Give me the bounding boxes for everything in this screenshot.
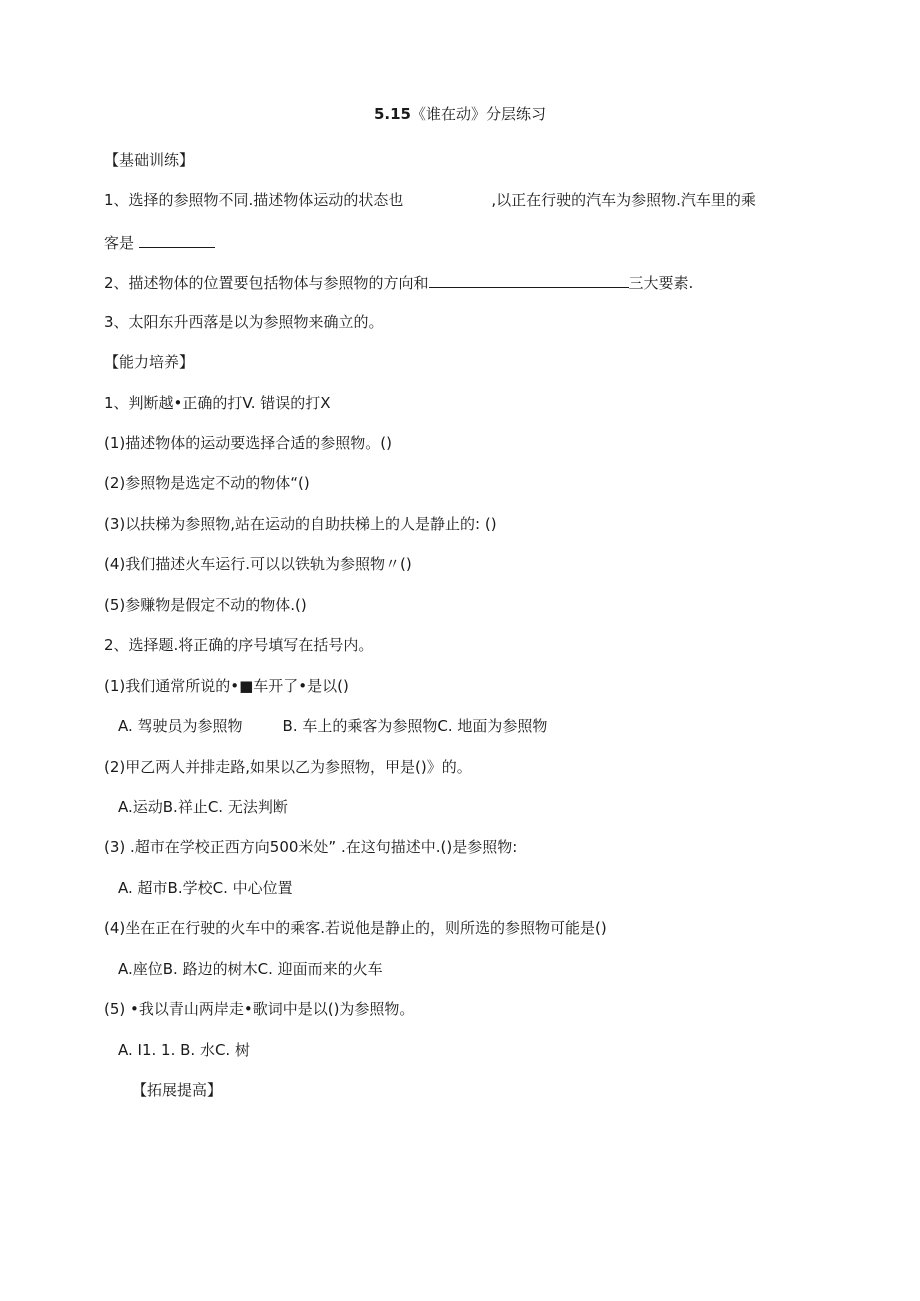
choice-q1-options [118,716,547,736]
judge-item-5: (5)参赚物是假定不动的物体.() [104,596,307,614]
judge-item-3: (3)以扶梯为参照物,站在运动的自助扶梯上的人是静止的: () [104,515,497,533]
choice-intro: 2、选择题.将正确的序号填写在括号内。 [104,636,374,654]
basic-question-1-cont [104,231,215,253]
choice-q1: (1)我们通常所说的•■车开了•是以() [104,677,349,695]
q1-text-part2: ,以正在行驶的汽车为参照物.汽车里的乘 [491,191,756,209]
basic-question-3: 3、太阳东升西落是以为参照物来确立的。 [104,313,384,331]
choice-q1-option-a: A. 驾驶员为参照物 [118,717,243,735]
page-title [0,104,920,124]
title-text: 《谁在动》分层练习 [411,105,547,123]
section-basic-heading: 【基础训练】 [104,151,195,169]
q1-text-part3: 客是 [104,234,135,252]
judge-intro: 1、判断越•正确的打V. 错误的打X [104,394,331,412]
choice-q3-options: A. 超市B.学校C. 中心位置 [118,879,293,897]
choice-q1-option-bc: B. 车上的乘客为参照物C. 地面为参照物 [282,717,548,735]
q1-text-part1: 1、选择的参照物不同.描述物体运动的状态也 [104,191,404,209]
section-extend-heading: 【拓展提高】 [132,1081,223,1099]
basic-question-1 [104,190,756,210]
choice-q2-options: A.运动B.祥止C. 无法判断 [118,798,288,816]
q1-answer-blank[interactable] [139,231,215,248]
q2-text-part1: 2、描述物体的位置要包括物体与参照物的方向和 [104,274,429,292]
judge-item-1: (1)描述物体的运动要选择合适的参照物。() [104,434,392,452]
judge-item-2: (2)参照物是选定不动的物体“() [104,474,310,492]
title-number: 5.15 [373,105,411,123]
choice-q5-options: A. I1. 1. B. 水C. 树 [118,1041,250,1059]
q2-text-part2: 三大要素. [628,274,694,292]
choice-q2: (2)甲乙两人并排走路,如果以乙为参照物，甲是()》的。 [104,758,472,776]
choice-q5: (5) •我以青山两岸走•歌词中是以()为参照物。 [104,1000,415,1018]
section-ability-heading: 【能力培养】 [104,353,195,371]
q2-answer-blank[interactable] [429,271,629,288]
choice-q3: (3) .超市在学校正西方向500米处” .在这句描述中.()是参照物: [104,838,518,856]
judge-item-4: (4)我们描述火车运行.可以以铁轨为参照物〃() [104,555,412,573]
choice-q4-options: A.座位B. 路边的树木C. 迎面而来的火车 [118,960,383,978]
choice-q4: (4)坐在正在行驶的火车中的乘客.若说他是静止的，则所选的参照物可能是() [104,919,607,937]
basic-question-2 [104,271,693,293]
